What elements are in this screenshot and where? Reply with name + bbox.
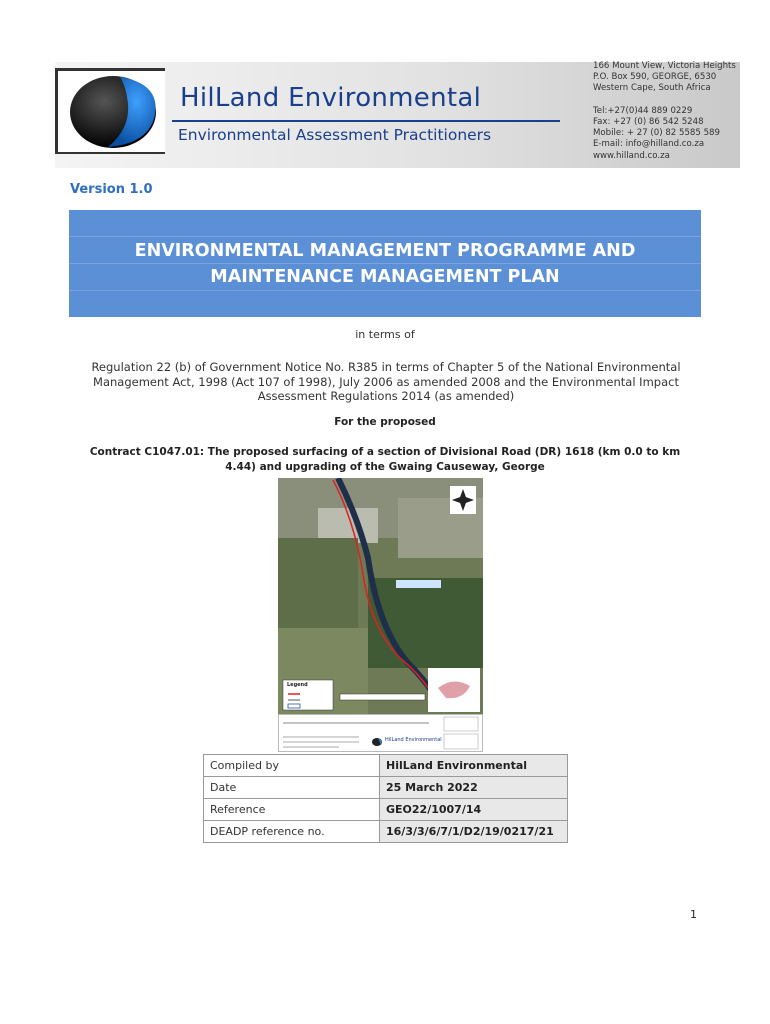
contact-line: Tel:+27(0)44 889 0229	[593, 105, 693, 116]
contact-block	[593, 61, 736, 162]
table-value: 25 March 2022	[380, 777, 568, 799]
title-line: MAINTENANCE MANAGEMENT PLAN	[210, 267, 560, 287]
map-company-label: HilLand Environmental	[385, 737, 442, 743]
table-key: Compiled by	[204, 755, 380, 777]
version-label: Version 1.0	[70, 182, 153, 197]
contact-line: Mobile: + 27 (0) 82 5585 589	[593, 128, 720, 139]
company-tagline: Environmental Assessment Practitioners	[178, 126, 492, 144]
table-value: 16/3/3/6/7/1/D2/19/0217/21	[380, 821, 568, 843]
table-row	[204, 777, 568, 799]
table-value: HilLand Environmental	[380, 755, 568, 777]
company-name: HilLand Environmental	[180, 83, 482, 113]
table-key: Reference	[204, 799, 380, 821]
contact-line: Western Cape, South Africa	[593, 83, 711, 94]
table-key: DEADP reference no.	[204, 821, 380, 843]
contract-description: Contract C1047.01: The proposed surfacing of a section of Divisional Road (DR) 1618 (km 0.0 to km 4.44) and upgrading of the Gwaing Causeway, George	[89, 446, 681, 473]
locality-map-image	[278, 478, 483, 714]
header-divider	[172, 120, 560, 122]
map-caption-panel	[278, 714, 483, 752]
contact-email[interactable]: E-mail: info@hilland.co.za	[593, 139, 705, 150]
contact-line: Fax: +27 (0) 86 542 5248	[593, 117, 704, 128]
document-info-table	[203, 754, 568, 843]
contact-line: P.O. Box 590, GEORGE, 6530	[593, 72, 717, 83]
contact-spacer	[593, 95, 736, 106]
regulation-text: Regulation 22 (b) of Government Notice No. R385 in terms of Chapter 5 of the National Environmental Management Act, 1998 (Act 107 of 1998), July 2006 as amended 2008 and the Environmental Impact Assessment Regulations 2014 (as amended)	[91, 360, 681, 403]
in-terms-of: in terms of	[355, 328, 415, 341]
document-title	[69, 238, 701, 290]
table-row	[204, 799, 568, 821]
table-value: GEO22/1007/14	[380, 799, 568, 821]
table-row	[204, 821, 568, 843]
table-key: Date	[204, 777, 380, 799]
contact-line: 166 Mount View, Victoria Heights	[593, 61, 736, 71]
table-row	[204, 755, 568, 777]
logo-globe-icon	[68, 74, 158, 150]
page-number: 1	[690, 908, 697, 921]
title-line: ENVIRONMENTAL MANAGEMENT PROGRAMME AND	[134, 241, 636, 261]
map-legend-title: Legend	[287, 682, 308, 688]
for-the-proposed: For the proposed	[334, 416, 436, 428]
contact-website[interactable]: www.hilland.co.za	[593, 150, 670, 161]
